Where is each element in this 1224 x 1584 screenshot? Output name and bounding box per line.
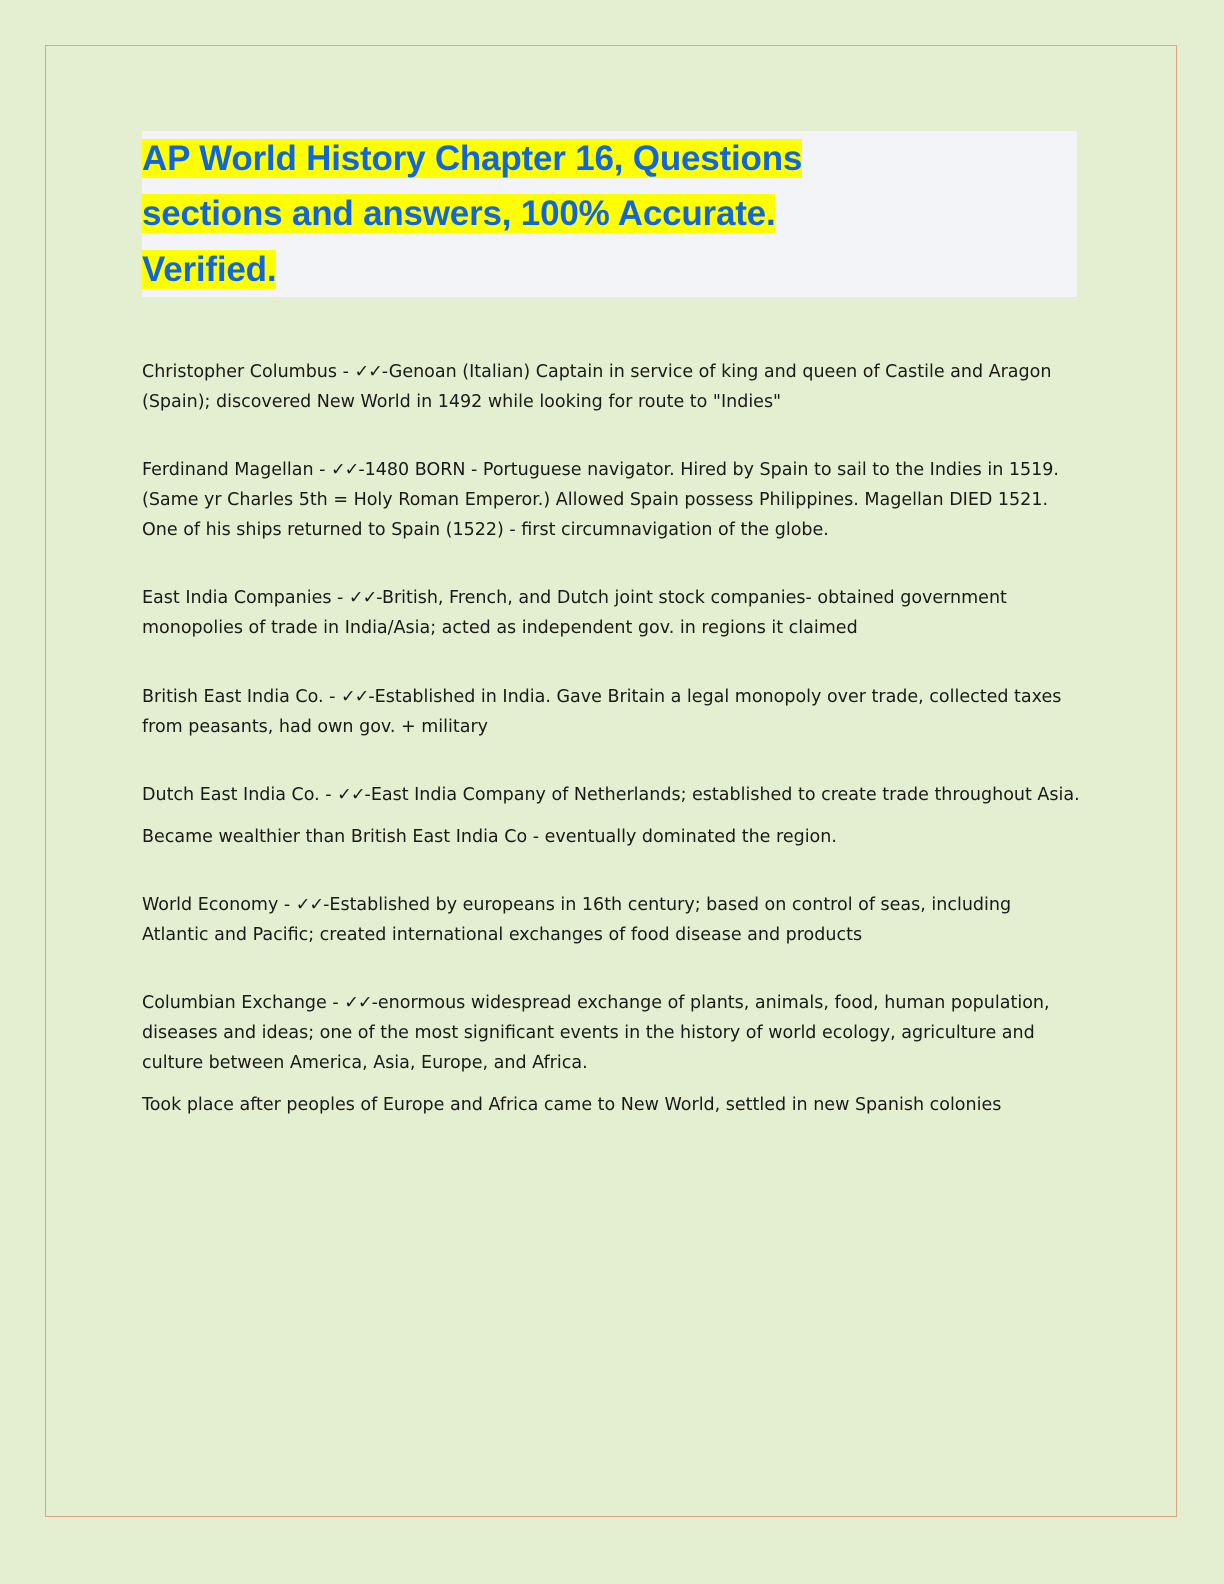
checkmark-icon: ✓✓ (354, 361, 382, 382)
checkmark-icon: ✓✓ (337, 784, 365, 805)
page-title-text-3: Verified. (142, 249, 277, 289)
entry-item (142, 890, 1082, 950)
entry-main (142, 890, 1082, 950)
page-title-line-1 (142, 131, 1077, 186)
entry-item (142, 455, 1082, 545)
entry-definition: -1480 BORN - Portuguese navigator. Hired by Spain to sail to the Indies in 1519. (Same yr Charles 5th = Holy Roman Emperor.) Allowed Spain possess Philippines. Magellan DIED 1521. One of his ships returned to Spain (1522) - first circumnavigation of the globe. (142, 460, 1059, 541)
document-content (142, 131, 1082, 1158)
entry-main (142, 583, 1082, 643)
checkmark-icon: ✓✓ (344, 993, 372, 1014)
entry-item (142, 583, 1082, 643)
entry-definition: -East India Company of Netherlands; established to create trade throughout Asia. (364, 784, 1080, 805)
document-page (45, 45, 1177, 1517)
entry-main (142, 780, 1082, 810)
entry-item (142, 988, 1082, 1120)
entry-main (142, 988, 1082, 1078)
page-title-text-2: sections and answers, 100% Accurate. (142, 194, 776, 234)
entry-term: Columbian Exchange - (142, 993, 345, 1014)
entry-definition: -Genoan (Italian) Captain in service of king and queen of Castile and Aragon (Spain); discovered New World in 1492 while looking for route to "Indies" (142, 361, 1052, 412)
checkmark-icon: ✓✓ (295, 894, 324, 915)
checkmark-icon: ✓✓ (341, 686, 369, 707)
entry-extra: Became wealthier than British East India Co - eventually dominated the region. (142, 826, 837, 847)
entry-item (142, 682, 1082, 742)
entry-main (142, 357, 1082, 417)
entry-term: World Economy - (142, 894, 296, 915)
entry-definition: -Established by europeans in 16th century; based on control of seas, including Atlantic and Pacific; created international exchanges of food disease and products (142, 894, 1012, 946)
entry-item (142, 780, 1082, 852)
entry-term: Dutch East India Co. - (142, 784, 338, 805)
entry-definition: -Established in India. Gave Britain a legal monopoly over trade, collected taxes from peasants, had own gov. + military (142, 686, 1062, 737)
entry-list (142, 357, 1082, 1121)
page-title-line-2 (142, 186, 1077, 241)
entry-definition: -British, French, and Dutch joint stock companies- obtained government monopolies of trade in India/Asia; acted as independent gov. in regions it claimed (142, 588, 1007, 639)
entry-term: Christopher Columbus - (142, 361, 355, 382)
entry-item (142, 357, 1082, 417)
entry-term: Ferdinand Magellan - (142, 460, 331, 481)
entry-term: East India Companies - (142, 588, 349, 609)
page-title-line-3 (142, 242, 1077, 297)
page-title-text-1: AP World History Chapter 16, Questions (142, 139, 803, 178)
checkmark-icon: ✓✓ (348, 588, 377, 609)
entry-definition: -enormous widespread exchange of plants, animals, food, human population, diseases and ideas; one of the most significant events in the history of world ecology, agriculture and culture between America, Asia, Europe, and Africa. (142, 993, 1050, 1074)
entry-main (142, 455, 1082, 545)
page-title (142, 131, 1077, 297)
entry-main (142, 682, 1082, 742)
entry-term: British East India Co. - (142, 686, 342, 707)
entry-extra: Took place after peoples of Europe and Africa came to New World, settled in new Spanish colonies (142, 1095, 1002, 1116)
checkmark-icon: ✓✓ (331, 460, 359, 481)
